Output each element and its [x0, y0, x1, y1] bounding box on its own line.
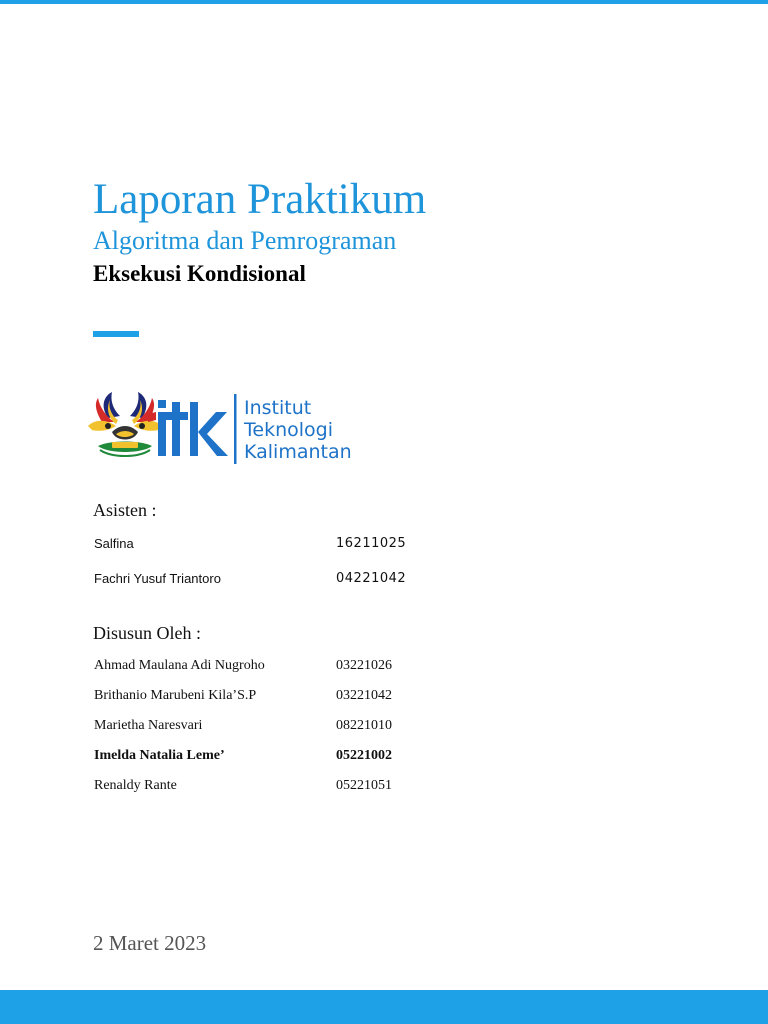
bottom-band: [0, 990, 768, 1024]
author-id: 03221026: [336, 658, 392, 673]
itk-wordmark: [148, 400, 228, 456]
author-id: 08221010: [336, 718, 392, 733]
assistants-label: Asisten :: [93, 500, 157, 520]
logo-line-1: Institut: [244, 397, 312, 419]
assistant-id: 04221042: [336, 571, 407, 586]
logo-line-2: Teknologi: [244, 419, 333, 441]
accent-dash: [93, 331, 139, 337]
report-date: 2 Maret 2023: [93, 931, 207, 955]
report-topic: Eksekusi Kondisional: [93, 261, 306, 286]
authors-label: Disusun Oleh :: [93, 623, 201, 643]
institution-logo: [86, 388, 376, 468]
author-name: Imelda Natalia Leme’: [94, 748, 225, 763]
assistant-name: Salfina: [94, 536, 134, 551]
author-name: Renaldy Rante: [94, 778, 177, 793]
course-subtitle: Algoritma dan Pemrograman: [93, 226, 397, 255]
author-id: 05221002: [336, 748, 392, 763]
author-name: Ahmad Maulana Adi Nugroho: [94, 658, 265, 673]
logo-divider: [234, 394, 237, 464]
assistant-id: 16211025: [336, 536, 407, 551]
logo-line-3: Kalimantan: [244, 441, 352, 463]
author-id: 03221042: [336, 688, 392, 703]
top-rule: [0, 0, 768, 4]
itk-emblem-icon: [88, 392, 162, 456]
author-id: 05221051: [336, 778, 392, 793]
author-name: Brithanio Marubeni Kila’S.P: [94, 688, 257, 703]
author-name: Marietha Naresvari: [94, 718, 203, 733]
report-title: Laporan Praktikum: [93, 176, 427, 223]
assistant-name: Fachri Yusuf Triantoro: [94, 571, 221, 586]
